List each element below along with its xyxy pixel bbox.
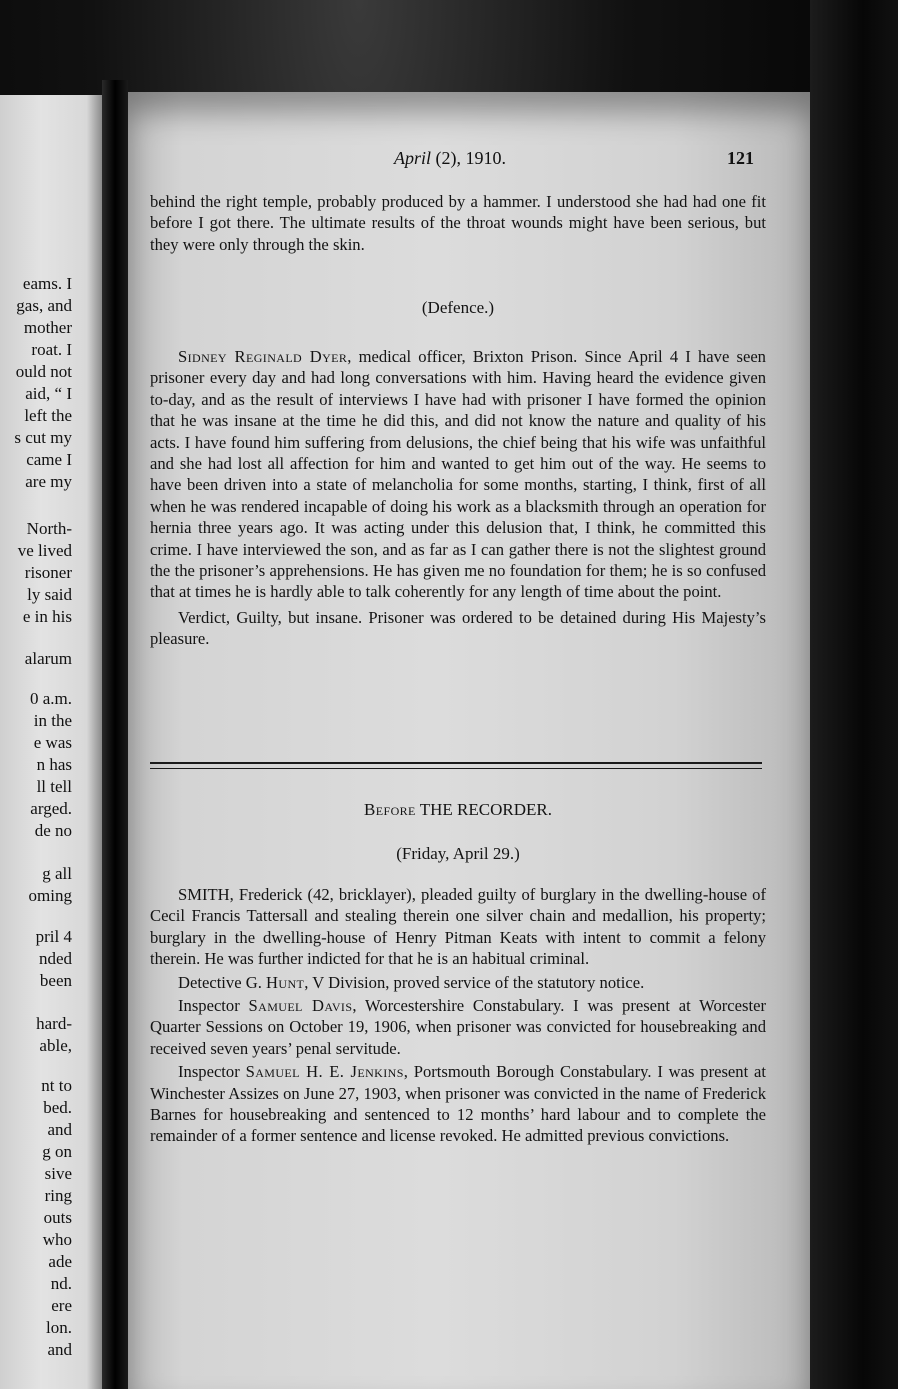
left-page-fragment: and (47, 1120, 72, 1139)
left-page-fragment: oming (28, 886, 72, 905)
left-page-fragment: left the (24, 406, 72, 425)
left-page-fragment: pril 4 (35, 927, 72, 946)
left-page-fragment: ade (48, 1252, 72, 1271)
left-page-fragment: e was (33, 733, 72, 752)
left-page-fragment: aid, “ I (25, 384, 72, 403)
left-page-fragment: risoner (24, 563, 72, 582)
left-page-fragment: g all (42, 864, 72, 883)
section-rule-bottom (150, 768, 762, 769)
scan-border (810, 0, 898, 1389)
davis-paragraph (150, 995, 766, 1059)
left-page-fragment: been (39, 971, 72, 990)
verdict-paragraph: Verdict, Guilty, but insane. Prisoner was ordered to be detained during His Majesty’s pleasure. (150, 607, 766, 649)
paragraph-continuation: behind the right temple, probably produced by a hammer. I understood she had had one fit before I got there. The ultimate results of the throat wounds might have been serious, but they were only through the skin. (150, 192, 766, 254)
left-page-fragment: lon. (46, 1318, 72, 1337)
left-page-fragment: hard- (36, 1014, 72, 1033)
left-page-fragment: in the (33, 711, 72, 730)
left-facing-page (0, 95, 102, 1389)
right-page (128, 92, 810, 1389)
smith-case (150, 884, 766, 1147)
left-page-fragment: ould not (15, 362, 72, 381)
date-heading: (Friday, April 29.) (396, 844, 520, 863)
running-header (150, 148, 754, 174)
continued-testimony (150, 191, 766, 255)
left-page-fragment: n has (36, 755, 72, 774)
header-date (394, 148, 506, 169)
left-page-fragment: nded (38, 949, 72, 968)
left-page-fragment: are my (25, 472, 72, 491)
smith-paragraph: SMITH, Frederick (42, bricklayer), pleaded guilty of burglary in the dwelling-house of Cecil Francis Tattersall and stealing therein one silver chain and medallion, his property; burglary in the dwelling-house of Henry Pitman Keats with intent to commit a felony therein. He was further indicted for that he is an habitual criminal. (150, 885, 766, 969)
hunt-text: , V Division, proved service of the statutory notice. (304, 972, 645, 992)
left-page-fragment: ring (44, 1186, 72, 1205)
davis-text: , Worcestershire Constabulary. I was present at Worcester Quarter Sessions on October 19, 1906, when prisoner was convicted for housebreaking and received seven years’ penal servitude. (150, 996, 766, 1058)
jenkins-text: , Portsmouth Borough Constabulary. I was present at Winchester Assizes on June 27, 1903, when prisoner was convicted in the name of Frederick Barnes for housebreaking and sentenced to 12 months’ hard labour and to complete the remainder of a former sentence and license revoked. He admitted previous convictions. (150, 1062, 766, 1146)
section-rule-top (150, 762, 762, 764)
witness-name-dyer: Sidney Reginald Dyer (178, 347, 348, 366)
left-page-fragment: outs (43, 1208, 72, 1227)
left-page-fragment: de no (34, 821, 72, 840)
header-year: (2), 1910. (431, 148, 507, 168)
jenkins-paragraph (150, 1061, 766, 1147)
left-page-fragment: eams. I (22, 274, 72, 293)
header-month: April (394, 148, 432, 168)
left-page-fragment: ll tell (36, 777, 72, 796)
dyer-paragraph (150, 346, 766, 603)
witness-name-hunt: Hunt (266, 972, 305, 992)
hunt-paragraph (150, 972, 766, 993)
dyer-text: , medical officer, Brixton Prison. Since April 4 I have seen prisoner every day and had long conversations with him. Having heard the evidence given to-day, and as the result of interviews I have had with prisoner I have formed the opinion that he was insane at the time he did this, and did not know the nature and quality of his acts. I have found him suffering from delusions, the chief being that his wife was unfaithful and she had lost all affection for him and wanted to get him out of the way. He seems to have been driven into a state of melancholia for some months, starting, I think, first of all when he was rendered incapable of doing his work as a blacksmith through an operation for hernia three years ago. It was acting under this delusion that, I think, he committed this crime. I have interviewed the son, and as far as I can gather there is not the slightest ground the the prisoner’s apprehensions. He has given me no foundation for them; he is so confused that at times he is hardly able to talk coherently for any length of time about the point. (150, 347, 766, 602)
left-page-fragment: came I (26, 450, 72, 469)
left-page-fragment: arged. (30, 799, 72, 818)
left-page-fragment: nd. (50, 1274, 72, 1293)
left-page-fragment: bed. (43, 1098, 72, 1117)
recorder-heading (150, 800, 766, 820)
left-page-fragment: 0 a.m. (29, 689, 72, 708)
defence-heading: (Defence.) (421, 298, 495, 317)
davis-prefix: Inspector (178, 996, 249, 1016)
left-page-fragment: ere (51, 1296, 72, 1315)
recorder-heading-prefix: Before (364, 800, 416, 819)
recorder-heading-rest: THE RECORDER. (415, 800, 552, 819)
left-page-fragment: ve lived (17, 541, 72, 560)
page-number: 121 (727, 148, 754, 168)
left-page-fragment: alarum (24, 649, 72, 668)
book-gutter (102, 80, 128, 1389)
left-page-fragment: gas, and (16, 296, 72, 315)
left-page-fragment: e in his (22, 607, 72, 626)
left-page-fragment: nt to (41, 1076, 72, 1095)
jenkins-prefix: Inspector (178, 1062, 246, 1082)
left-page-fragment: who (42, 1230, 72, 1249)
left-page-fragment: g on (42, 1142, 72, 1161)
left-page-fragment: able, (39, 1036, 72, 1055)
witness-name-davis: Samuel Davis (248, 996, 353, 1016)
dyer-testimony (150, 346, 766, 650)
witness-name-jenkins: Samuel H. E. Jenkins (245, 1062, 404, 1082)
left-page-fragment: and (47, 1340, 72, 1359)
left-page-fragment: mother (23, 318, 72, 337)
left-page-fragment: North- (26, 519, 72, 538)
left-page-fragment: sive (44, 1164, 72, 1183)
left-page-fragment: ly said (27, 585, 72, 604)
hunt-prefix: Detective G. (178, 972, 267, 992)
left-page-fragment: s cut my (14, 428, 72, 447)
left-page-fragment: roat. I (31, 340, 72, 359)
